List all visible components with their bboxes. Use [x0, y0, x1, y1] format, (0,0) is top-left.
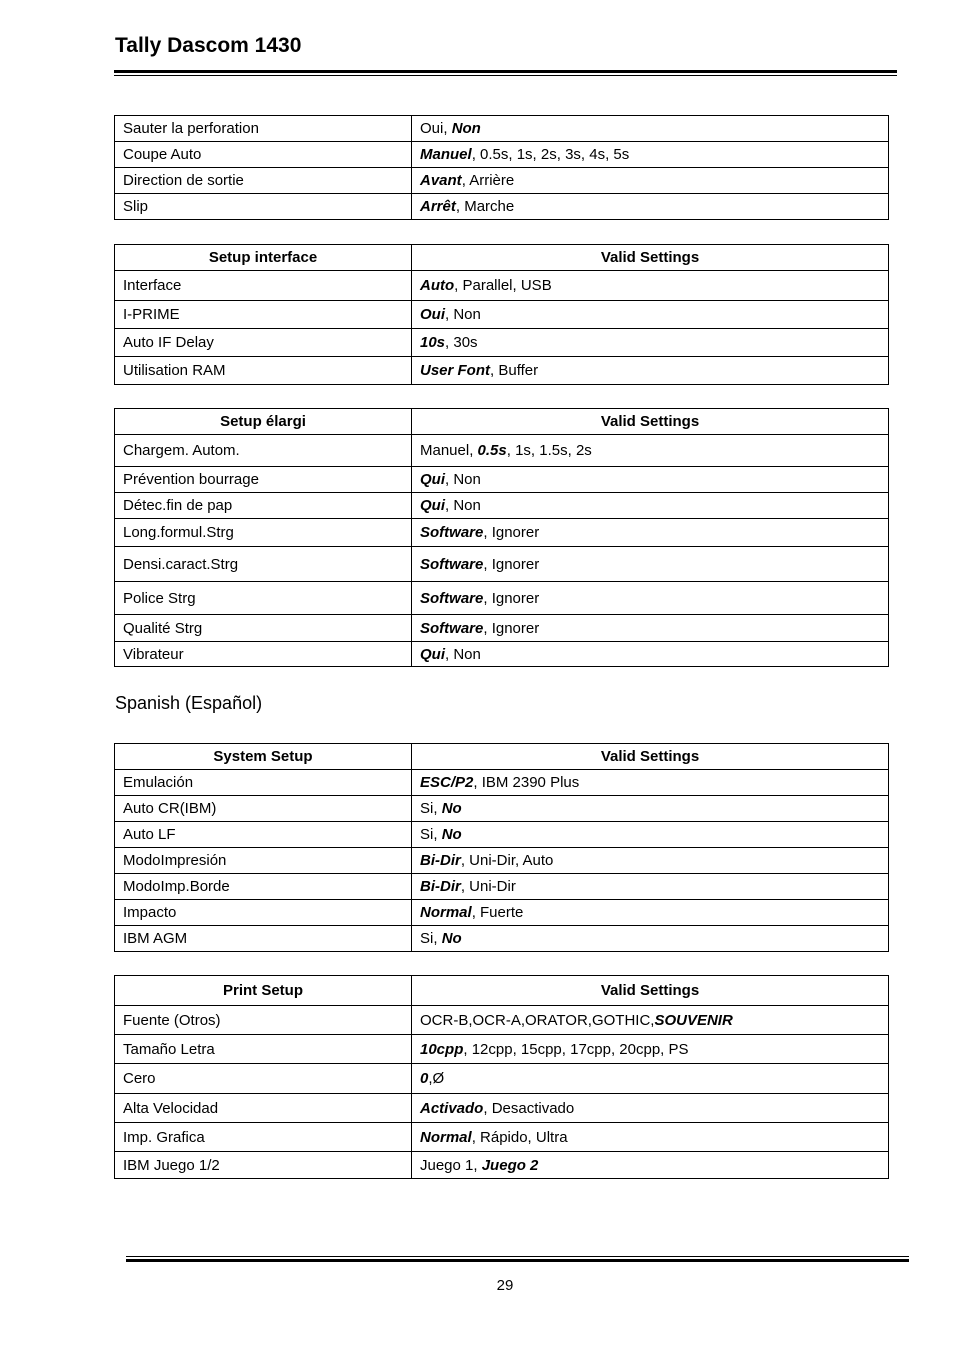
table-header-row	[115, 409, 889, 435]
option-values: ,Ø	[428, 1070, 445, 1087]
default-value: No	[441, 800, 462, 817]
page-number: 29	[496, 1277, 514, 1294]
table-row	[115, 926, 889, 952]
option-values: , 12cpp, 15cpp, 17cpp, 20cpp, PS	[463, 1040, 689, 1058]
settings-table-print-setup	[114, 975, 889, 1179]
setting-values	[412, 615, 889, 642]
table-row	[115, 142, 889, 168]
table-row	[115, 116, 889, 142]
option-values: , Non	[445, 497, 481, 514]
footer-rule-thick	[126, 1259, 909, 1262]
option-values: , Non	[445, 471, 481, 488]
option-values: , 0.5s, 1s, 2s, 3s, 4s, 5s	[471, 146, 630, 163]
option-values: Si,	[420, 826, 442, 843]
setting-name: Sauter la perforation	[115, 116, 412, 142]
table-row	[115, 1006, 889, 1035]
footer-rule-thin	[126, 1256, 909, 1257]
option-values: , Uni-Dir	[460, 878, 516, 895]
default-value: SOUVENIR	[654, 1011, 733, 1029]
default-value: Software	[420, 524, 484, 541]
setting-name: Fuente (Otros)	[115, 1006, 412, 1035]
setting-values	[412, 1006, 889, 1035]
option-values: , Ignorer	[483, 589, 540, 607]
setting-name: Impacto	[115, 900, 412, 926]
setting-values	[412, 357, 889, 385]
table-row	[115, 493, 889, 519]
option-values: , Marche	[455, 198, 515, 215]
setting-values	[412, 582, 889, 615]
default-value: Bi-Dir	[420, 852, 461, 869]
setting-name: Vibrateur	[115, 642, 412, 667]
table-row	[115, 1035, 889, 1064]
setting-name: Cero	[115, 1064, 412, 1094]
setting-values	[412, 142, 889, 168]
table-header-row	[115, 976, 889, 1006]
setting-name: Emulación	[115, 770, 412, 796]
setting-values	[412, 1035, 889, 1064]
settings-table-setup-interface	[114, 244, 889, 385]
option-values: , Ignorer	[483, 555, 540, 573]
default-value: No	[441, 826, 462, 843]
settings-table-system-setup	[114, 743, 889, 952]
default-value: Activado	[420, 1099, 484, 1117]
default-value: Juego 2	[481, 1156, 539, 1174]
option-values: , 30s	[445, 334, 478, 351]
option-values: , Uni-Dir, Auto	[460, 852, 554, 869]
setting-name: Alta Velocidad	[115, 1094, 412, 1123]
default-value: 10cpp	[420, 1040, 464, 1058]
option-values: Si,	[420, 930, 442, 947]
table-row	[115, 329, 889, 357]
setting-name: Qualité Strg	[115, 615, 412, 642]
setting-values	[412, 1123, 889, 1152]
option-values: , Ignorer	[483, 619, 540, 637]
table-row	[115, 194, 889, 220]
setting-name: Slip	[115, 194, 412, 220]
table-row	[115, 271, 889, 301]
setting-name: ModoImp.Borde	[115, 874, 412, 900]
header-rule-thin	[114, 75, 897, 76]
column-header-valid-settings: Valid Settings	[412, 245, 889, 271]
option-values: , Fuerte	[471, 904, 524, 921]
default-value: Avant	[420, 172, 462, 189]
setting-name: ModoImpresión	[115, 848, 412, 874]
default-value: Non	[451, 120, 481, 137]
setting-values	[412, 1064, 889, 1094]
setting-name: Densi.caract.Strg	[115, 547, 412, 582]
setting-values	[412, 926, 889, 952]
option-values: Oui,	[420, 120, 452, 137]
table-row	[115, 1152, 889, 1179]
setting-name: Interface	[115, 271, 412, 301]
table-row	[115, 796, 889, 822]
option-values: Si,	[420, 800, 442, 817]
header-rule-thick	[114, 70, 897, 73]
column-header-setting: Print Setup	[115, 976, 412, 1006]
table-row	[115, 301, 889, 329]
option-values: Manuel,	[420, 442, 478, 459]
option-values: , Buffer	[490, 362, 539, 379]
table-row	[115, 519, 889, 547]
setting-values	[412, 642, 889, 667]
setting-values	[412, 547, 889, 582]
default-value: No	[441, 930, 462, 947]
setting-values	[412, 435, 889, 467]
option-values: , Rápido, Ultra	[471, 1128, 568, 1146]
table-row	[115, 900, 889, 926]
option-values: , IBM 2390 Plus	[473, 774, 580, 791]
table-row	[115, 1064, 889, 1094]
setting-values	[412, 493, 889, 519]
page-title: Tally Dascom 1430	[115, 34, 302, 57]
setting-values	[412, 770, 889, 796]
setting-name: Détec.fin de pap	[115, 493, 412, 519]
default-value: Auto	[420, 277, 455, 294]
setting-values	[412, 271, 889, 301]
table-row	[115, 435, 889, 467]
table-row	[115, 848, 889, 874]
column-header-setting: Setup interface	[115, 245, 412, 271]
setting-values	[412, 194, 889, 220]
default-value: Software	[420, 555, 484, 573]
default-value: Software	[420, 589, 484, 607]
section-heading-spanish: Spanish (Español)	[115, 693, 263, 713]
setting-values	[412, 467, 889, 493]
option-values: , 1s, 1.5s, 2s	[506, 442, 592, 459]
setting-name: Direction de sortie	[115, 168, 412, 194]
table-row	[115, 582, 889, 615]
setting-name: IBM AGM	[115, 926, 412, 952]
default-value: Qui	[420, 497, 445, 514]
setting-name: Police Strg	[115, 582, 412, 615]
option-values: OCR-B,OCR-A,ORATOR,GOTHIC,	[420, 1011, 655, 1029]
setting-values	[412, 848, 889, 874]
setting-values	[412, 301, 889, 329]
default-value: User Font	[420, 362, 491, 379]
column-header-valid-settings: Valid Settings	[412, 976, 889, 1006]
table-row	[115, 642, 889, 667]
default-value: 0	[420, 1070, 429, 1087]
setting-values	[412, 519, 889, 547]
table-row	[115, 1123, 889, 1152]
setting-name: Imp. Grafica	[115, 1123, 412, 1152]
option-values: , Arrière	[461, 172, 515, 189]
setting-name: Chargem. Autom.	[115, 435, 412, 467]
setting-values	[412, 116, 889, 142]
settings-table-fr-continued	[114, 115, 889, 220]
setting-values	[412, 796, 889, 822]
table-header-row	[115, 245, 889, 271]
default-value: Software	[420, 619, 484, 637]
column-header-valid-settings: Valid Settings	[412, 744, 889, 770]
setting-values	[412, 329, 889, 357]
settings-table-setup-elargi	[114, 408, 889, 667]
setting-name: Prévention bourrage	[115, 467, 412, 493]
default-value: Manuel	[420, 146, 472, 163]
setting-values	[412, 1094, 889, 1123]
setting-values	[412, 168, 889, 194]
setting-name: Coupe Auto	[115, 142, 412, 168]
default-value: Normal	[420, 1128, 472, 1146]
table-row	[115, 467, 889, 493]
table-row	[115, 615, 889, 642]
option-values: Juego 1,	[420, 1156, 482, 1174]
default-value: 10s	[420, 334, 446, 351]
setting-name: Auto IF Delay	[115, 329, 412, 357]
default-value: 0.5s	[477, 442, 507, 459]
table-row	[115, 822, 889, 848]
column-header-setting: Setup élargi	[115, 409, 412, 435]
option-values: , Desactivado	[483, 1099, 575, 1117]
table-row	[115, 547, 889, 582]
setting-values	[412, 874, 889, 900]
default-value: Oui	[420, 306, 445, 323]
option-values: , Ignorer	[483, 524, 540, 541]
default-value: Qui	[420, 471, 445, 488]
table-header-row	[115, 744, 889, 770]
default-value: Qui	[420, 645, 445, 663]
setting-name: Long.formul.Strg	[115, 519, 412, 547]
option-values: , Non	[445, 306, 481, 323]
default-value: Normal	[420, 904, 472, 921]
default-value: ESC/P2	[420, 774, 474, 791]
table-row	[115, 874, 889, 900]
setting-values	[412, 900, 889, 926]
setting-name: Auto CR(IBM)	[115, 796, 412, 822]
column-header-setting: System Setup	[115, 744, 412, 770]
option-values: , Parallel, USB	[454, 277, 552, 294]
default-value: Bi-Dir	[420, 878, 461, 895]
setting-name: IBM Juego 1/2	[115, 1152, 412, 1179]
setting-name: Utilisation RAM	[115, 357, 412, 385]
table-row	[115, 770, 889, 796]
column-header-valid-settings: Valid Settings	[412, 409, 889, 435]
table-row	[115, 1094, 889, 1123]
option-values: , Non	[445, 645, 481, 663]
setting-values	[412, 1152, 889, 1179]
setting-name: Tamaño Letra	[115, 1035, 412, 1064]
setting-name: Auto LF	[115, 822, 412, 848]
table-row	[115, 357, 889, 385]
setting-name: I-PRIME	[115, 301, 412, 329]
setting-values	[412, 822, 889, 848]
default-value: Arrêt	[420, 198, 456, 215]
table-row	[115, 168, 889, 194]
